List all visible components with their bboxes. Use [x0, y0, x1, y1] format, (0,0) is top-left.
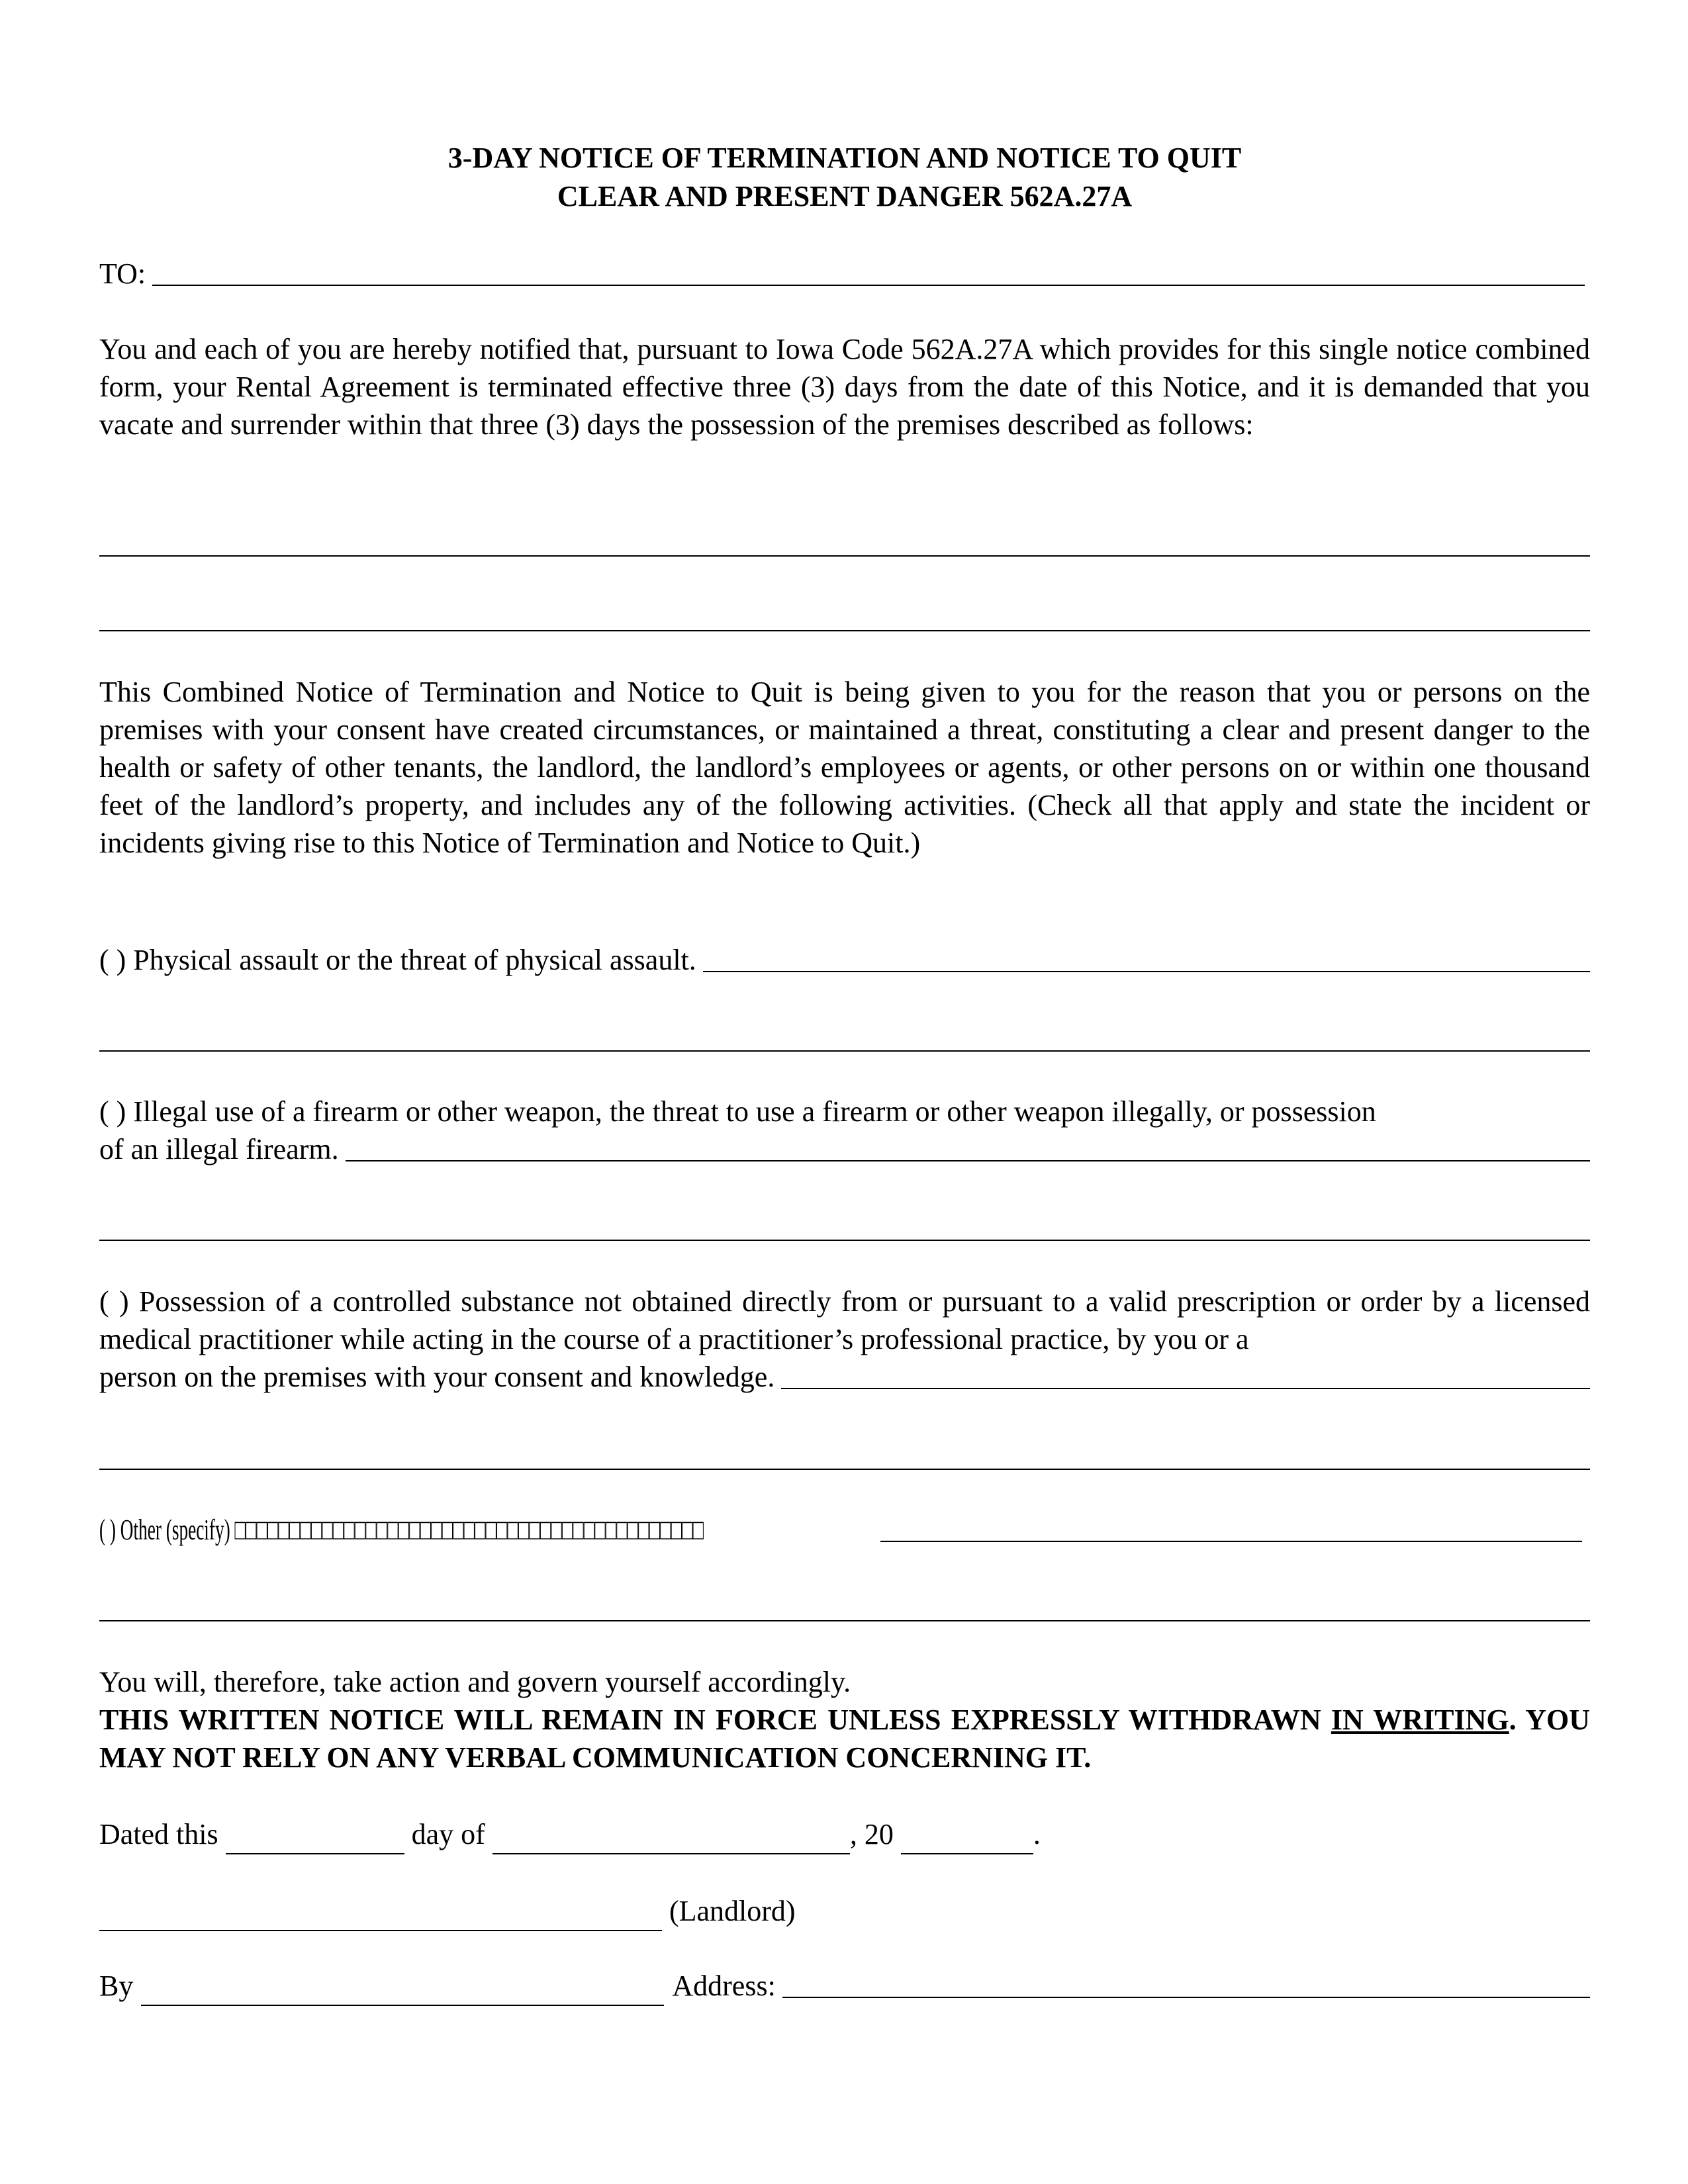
- premises-line-2[interactable]: [99, 630, 1590, 631]
- by-field[interactable]: [141, 1967, 664, 2006]
- firearm-line-1[interactable]: ( ) Illegal use of a firearm or other weapon, the threat to use a firearm or other weapon illegally, or possession: [99, 1095, 1376, 1128]
- assault-field[interactable]: [703, 971, 1590, 972]
- substance-text[interactable]: ( ) Possession of a controlled substance not obtained directly from or pursuant to a valid prescription or order by a licensed medical practitioner while acting in the course of a practitioner’s professional practice, by you or a: [99, 1285, 1590, 1355]
- closing-text: You will, therefore, take action and govern yourself accordingly.: [99, 1666, 851, 1698]
- substance-field[interactable]: [781, 1388, 1590, 1389]
- landlord-row: (Landlord): [99, 1892, 1590, 1931]
- reason-paragraph: This Combined Notice of Termination and Notice to Quit is being given to you for the reason that you or persons on the premises with your consent have created circumstances, or maintained a threat, constituting a clear and present danger to the health or safety of other tenants, the landlord, the landlord’s employees or agents, or other persons on or within one thousand feet of the landlord’s property, and includes any of the following activities. (Check all that apply and state the incident or incidents giving rise to this Notice of Termination and Notice to Quit.): [99, 676, 1590, 859]
- address-field[interactable]: [782, 1997, 1590, 1998]
- substance-line-extra[interactable]: [99, 1469, 1590, 1470]
- other-line-2[interactable]: [99, 1620, 1590, 1621]
- other-label[interactable]: ( ) Other (specify) □□□□□□□□□□□□□□□□□□□□□□□□□□□□□□□□□□□□□□□□□□□: [99, 1514, 704, 1546]
- other-field[interactable]: [880, 1541, 1582, 1542]
- firearm-line-extra[interactable]: [99, 1240, 1590, 1241]
- by-row: By Address:: [99, 1967, 1590, 2006]
- assault-line-2[interactable]: [99, 1050, 1590, 1052]
- notice-paragraph: You and each of you are hereby notified that, pursuant to Iowa Code 562A.27A which provides for this single notice combined form, your Rental Agreement is terminated effective three (3) days from the date of this Notice, and it is demanded that you vacate and surrender within that three (3) days the possession of the premises described as follows:: [99, 333, 1590, 441]
- to-label: TO:: [99, 257, 146, 290]
- option-substance: [99, 1358, 1590, 1396]
- title-line-2: CLEAR AND PRESENT DANGER 562A.27A: [557, 180, 1133, 212]
- to-row: [99, 255, 1590, 293]
- missing-glyph-boxes: □□□□□□□□□□□□□□□□□□□□□□□□□□□□□□□□□□□□□□□□□□□: [234, 1514, 704, 1546]
- warning-text: THIS WRITTEN NOTICE WILL REMAIN IN FORCE UNLESS EXPRESSLY WITHDRAWN IN WRITING. YOU MAY NOT RELY ON ANY VERBAL COMMUNICATION CONCERNING IT.: [99, 1704, 1590, 1774]
- premises-line-1[interactable]: [99, 555, 1590, 557]
- month-field[interactable]: [492, 1815, 850, 1854]
- firearm-field[interactable]: [346, 1160, 1590, 1161]
- option-other: [99, 1511, 1590, 1549]
- option-assault: [99, 941, 1590, 979]
- day-field[interactable]: [226, 1815, 404, 1854]
- to-field[interactable]: [152, 285, 1585, 286]
- year-field[interactable]: [901, 1815, 1033, 1854]
- dated-row: Dated this day of , 20 .: [99, 1815, 1590, 1854]
- title-line-1: 3-DAY NOTICE OF TERMINATION AND NOTICE TO QUIT: [447, 142, 1242, 174]
- substance-last-line: person on the premises with your consent and knowledge.: [99, 1361, 775, 1393]
- landlord-signature-field[interactable]: [99, 1892, 662, 1931]
- assault-checkbox-label[interactable]: ( ) Physical assault or the threat of physical assault.: [99, 944, 696, 976]
- firearm-line-2: of an illegal firearm.: [99, 1133, 339, 1165]
- option-firearm: [99, 1130, 1590, 1168]
